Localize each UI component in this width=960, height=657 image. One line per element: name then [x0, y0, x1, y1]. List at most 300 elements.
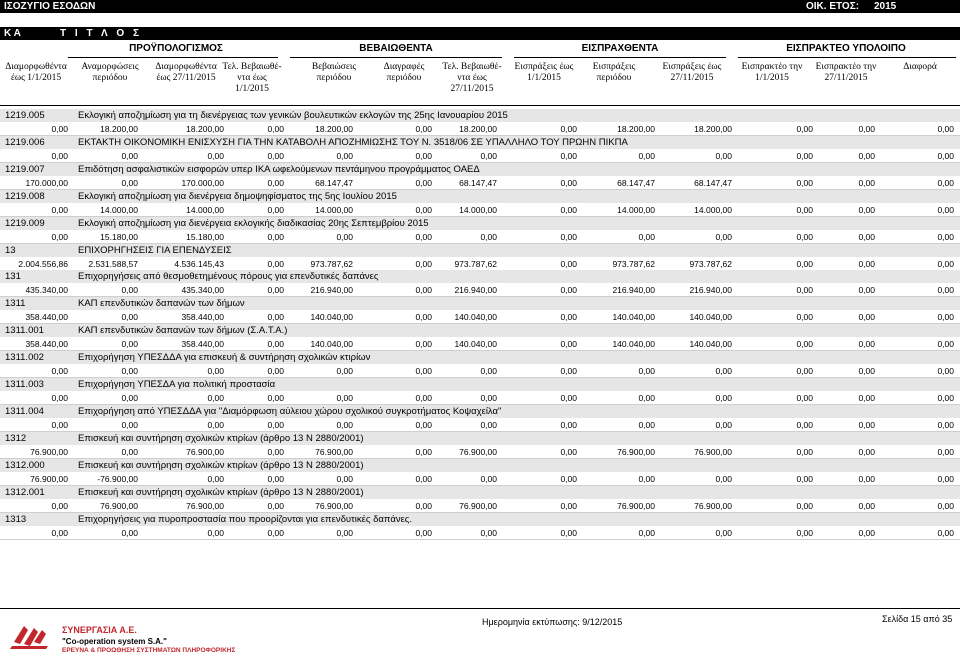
amount-cell: 0,00 — [267, 339, 284, 349]
amount-cell: 0,00 — [560, 447, 577, 457]
account-title-row — [0, 109, 960, 122]
amount-cell: 0,00 — [267, 285, 284, 295]
group-underline — [68, 57, 278, 58]
amount-cell: 0,00 — [51, 501, 68, 511]
account-values-row — [0, 527, 960, 539]
column-header-line: 1/1/2015 — [235, 84, 269, 94]
amount-cell: 0,00 — [560, 259, 577, 269]
amount-cell: 76.900,00 — [186, 501, 224, 511]
amount-cell: 216.940,00 — [310, 285, 353, 295]
ka-label: Κ Α — [4, 28, 21, 39]
amount-cell: 216.940,00 — [612, 285, 655, 295]
amount-cell: 0,00 — [51, 124, 68, 134]
amount-cell: 76.900,00 — [617, 501, 655, 511]
amount-cell: 0,00 — [267, 501, 284, 511]
amount-cell: 140.040,00 — [612, 339, 655, 349]
year-label: ΟΙΚ. ΕΤΟΣ: — [806, 1, 860, 12]
account-title: Εκλογική αποζημίωση για διενέργεια δημοψηφίσματος της 5ης Ιουλίου 2015 — [78, 191, 397, 202]
account-title-row — [0, 405, 960, 418]
amount-cell: 0,00 — [796, 205, 813, 215]
amount-cell: 0,00 — [715, 366, 732, 376]
amount-cell: 140.040,00 — [454, 339, 497, 349]
company-subtitle: "Co-operation system S.A." — [62, 637, 167, 646]
amount-cell: 0,00 — [858, 151, 875, 161]
account-code: 1219.009 — [5, 218, 45, 229]
amount-cell: 0,00 — [715, 232, 732, 242]
group-underline — [514, 57, 726, 58]
amount-cell: 140.040,00 — [310, 312, 353, 322]
amount-cell: 0,00 — [480, 366, 497, 376]
amount-cell: 0,00 — [560, 124, 577, 134]
amount-cell: 0,00 — [796, 420, 813, 430]
amount-cell: 0,00 — [121, 285, 138, 295]
amount-cell: 170.000,00 — [25, 178, 68, 188]
amount-cell: 140.040,00 — [310, 339, 353, 349]
amount-cell: 0,00 — [267, 312, 284, 322]
amount-cell: 0,00 — [51, 151, 68, 161]
account-title: ΕΠΙΧΟΡΗΓΗΣΕΙΣ ΓΙΑ ΕΠΕΝΔΥΣΕΙΣ — [78, 245, 232, 256]
account-values-row — [0, 150, 960, 162]
amount-cell: 0,00 — [207, 420, 224, 430]
amount-cell: 0,00 — [415, 178, 432, 188]
amount-cell: 358.440,00 — [25, 312, 68, 322]
column-header-line: 27/11/2015 — [824, 73, 868, 83]
company-name: ΣΥΝΕΡΓΑΣΙΑ Α.Ε. — [62, 625, 137, 635]
amount-cell: 140.040,00 — [612, 312, 655, 322]
amount-cell: 358.440,00 — [181, 312, 224, 322]
account-values-row — [0, 231, 960, 243]
amount-cell: 18.200,00 — [459, 124, 497, 134]
amount-cell: 0,00 — [796, 178, 813, 188]
column-header — [806, 62, 886, 84]
amount-cell: 435.340,00 — [181, 285, 224, 295]
amount-cell: 0,00 — [480, 232, 497, 242]
account-title: ΚΑΠ επενδυτικών δαπανών των δήμων — [78, 298, 245, 309]
account-values-row — [0, 204, 960, 216]
amount-cell: 358.440,00 — [25, 339, 68, 349]
amount-cell: 0,00 — [560, 393, 577, 403]
account-title: Επιχορήγηση ΥΠΕΣΔΔΑ για επισκευή & συντήρηση σχολικών κτιρίων — [78, 352, 371, 363]
column-groups — [0, 43, 960, 57]
amount-cell: 973.787,62 — [689, 259, 732, 269]
amount-cell: 76.900,00 — [694, 447, 732, 457]
amount-cell: 14.000,00 — [186, 205, 224, 215]
column-header-line: περιόδου — [386, 73, 422, 83]
column-header-line: 27/11/2015 — [670, 73, 714, 83]
title-label: Τ Ι Τ Λ Ο Σ — [60, 28, 142, 39]
column-header-line: έως 1/1/2015 — [10, 73, 62, 83]
amount-cell: 0,00 — [415, 393, 432, 403]
amount-cell: 0,00 — [480, 151, 497, 161]
group-budget: ΠΡΟΫΠΟΛΟΓΙΣΜΟΣ — [129, 43, 223, 54]
amount-cell: 0,00 — [858, 501, 875, 511]
amount-cell: 14.000,00 — [315, 205, 353, 215]
amount-cell: 140.040,00 — [689, 312, 732, 322]
amount-cell: 0,00 — [937, 178, 954, 188]
amount-cell: 0,00 — [121, 528, 138, 538]
group-underline — [738, 57, 956, 58]
amount-cell: 68.147,47 — [694, 178, 732, 188]
amount-cell: 0,00 — [638, 151, 655, 161]
amount-cell: 0,00 — [51, 528, 68, 538]
amount-cell: 0,00 — [937, 501, 954, 511]
amount-cell: 0,00 — [336, 366, 353, 376]
amount-cell: 0,00 — [267, 232, 284, 242]
column-header — [70, 62, 150, 84]
amount-cell: 18.200,00 — [617, 124, 655, 134]
amount-cell: 973.787,62 — [310, 259, 353, 269]
amount-cell: 76.900,00 — [459, 447, 497, 457]
amount-cell: 0,00 — [796, 393, 813, 403]
column-header-line: 27/11/2015 — [450, 84, 494, 94]
amount-cell: 0,00 — [336, 420, 353, 430]
amount-cell: 0,00 — [796, 447, 813, 457]
column-title-bar — [0, 27, 960, 40]
amount-cell: 2.531.588,57 — [88, 259, 138, 269]
column-header-line: περιόδου — [316, 73, 352, 83]
amount-cell: 0,00 — [858, 528, 875, 538]
account-code: 1219.008 — [5, 191, 45, 202]
row-divider — [0, 539, 960, 540]
amount-cell: 0,00 — [267, 528, 284, 538]
amount-cell: 0,00 — [560, 501, 577, 511]
amount-cell: 0,00 — [796, 312, 813, 322]
amount-cell: 0,00 — [937, 205, 954, 215]
amount-cell: 0,00 — [560, 151, 577, 161]
company-tagline: ΕΡΕΥΝΑ & ΠΡΟΩΘΗΣΗ ΣΥΣΤΗΜΑΤΩΝ ΠΛΗΡΟΦΟΡΙΚΗΣ — [62, 647, 236, 654]
amount-cell: 0,00 — [51, 205, 68, 215]
account-title-row — [0, 136, 960, 149]
account-code: 1311.001 — [5, 325, 44, 336]
account-title-row — [0, 270, 960, 283]
amount-cell: 0,00 — [121, 312, 138, 322]
amount-cell: 0,00 — [796, 339, 813, 349]
account-title: Επιδότηση ασφαλιστικών εισφορών υπερ ΙΚΑ ωφελούμενων πεντάμηνου προγράμματος ΟΑΕΔ — [78, 164, 480, 175]
group-receivable: ΕΙΣΠΡΑΚΤΕΟ ΥΠΟΛΟΙΠΟ — [786, 43, 906, 54]
account-code: 1311.004 — [5, 406, 44, 417]
footer-divider — [0, 608, 960, 609]
account-title-row — [0, 217, 960, 230]
amount-cell: 76.900,00 — [459, 501, 497, 511]
amount-cell: 0,00 — [207, 474, 224, 484]
amount-cell: 0,00 — [796, 259, 813, 269]
column-header-line: Τελ. Βεβαιωθέ- — [222, 62, 282, 72]
amount-cell: 0,00 — [415, 151, 432, 161]
amount-cell: 0,00 — [937, 447, 954, 457]
print-date: Ημερομηνία εκτύπωσης: 9/12/2015 — [482, 617, 623, 627]
amount-cell: 0,00 — [715, 474, 732, 484]
amount-cell: 0,00 — [937, 528, 954, 538]
column-header — [432, 62, 512, 95]
account-title: Επισκευή και συντήρηση σχολικών κτιρίων (άρθρο 13 Ν 2880/2001) — [78, 487, 364, 498]
amount-cell: 0,00 — [336, 232, 353, 242]
amount-cell: 0,00 — [796, 501, 813, 511]
amount-cell: 0,00 — [121, 447, 138, 457]
amount-cell: 358.440,00 — [181, 339, 224, 349]
page-number: Σελίδα 15 από 35 — [882, 614, 953, 624]
column-header-line: Τελ. Βεβαιωθέ- — [442, 62, 502, 72]
amount-cell: 0,00 — [415, 474, 432, 484]
amount-cell: 0,00 — [858, 420, 875, 430]
amount-cell: 0,00 — [415, 124, 432, 134]
amount-cell: 76.900,00 — [315, 501, 353, 511]
group-underline — [290, 57, 502, 58]
amount-cell: 0,00 — [207, 366, 224, 376]
amount-cell: 0,00 — [415, 285, 432, 295]
amount-cell: 0,00 — [560, 285, 577, 295]
amount-cell: 0,00 — [715, 393, 732, 403]
amount-cell: 0,00 — [480, 528, 497, 538]
account-title-row — [0, 378, 960, 391]
amount-cell: 0,00 — [858, 393, 875, 403]
amount-cell: 0,00 — [480, 393, 497, 403]
account-values-row — [0, 123, 960, 135]
column-header-line: Διαμορφωθέντα — [155, 62, 217, 72]
account-code: 1311.002 — [5, 352, 44, 363]
amount-cell: 0,00 — [937, 312, 954, 322]
amount-cell: 76.900,00 — [694, 501, 732, 511]
amount-cell: 0,00 — [207, 151, 224, 161]
amount-cell: 0,00 — [336, 474, 353, 484]
amount-cell: 4.536.145,43 — [174, 259, 224, 269]
amount-cell: 216.940,00 — [454, 285, 497, 295]
amount-cell: 76.900,00 — [315, 447, 353, 457]
amount-cell: 0,00 — [267, 474, 284, 484]
amount-cell: 0,00 — [415, 420, 432, 430]
column-header-line: Εισπρακτέο την — [815, 62, 877, 72]
account-title: Επιχορήγηση ΥΠΕΣΔΑ για πολιτική προστασία — [78, 379, 276, 390]
amount-cell: 0,00 — [267, 151, 284, 161]
amount-cell: 14.000,00 — [100, 205, 138, 215]
amount-cell: 0,00 — [796, 528, 813, 538]
amount-cell: 68.147,47 — [617, 178, 655, 188]
account-values-row — [0, 311, 960, 323]
amount-cell: 0,00 — [560, 205, 577, 215]
amount-cell: 973.787,62 — [612, 259, 655, 269]
column-header-line: Εισπράξεις έως — [662, 62, 722, 72]
account-code: 131 — [5, 271, 21, 282]
column-header — [732, 62, 812, 84]
account-title-row — [0, 190, 960, 203]
account-title: ΚΑΠ επενδυτικών δαπανών των δήμων (Σ.Α.Τ.Α.) — [78, 325, 288, 336]
amount-cell: -76.900,00 — [97, 474, 138, 484]
account-title: Επισκευή και συντήρηση σχολικών κτιρίων (άρθρο 13 Ν 2880/2001) — [78, 433, 364, 444]
amount-cell: 0,00 — [207, 528, 224, 538]
amount-cell: 0,00 — [858, 474, 875, 484]
amount-cell: 0,00 — [638, 366, 655, 376]
account-values-row — [0, 177, 960, 189]
amount-cell: 0,00 — [796, 474, 813, 484]
amount-cell: 140.040,00 — [689, 339, 732, 349]
amount-cell: 0,00 — [858, 339, 875, 349]
amount-cell: 18.200,00 — [100, 124, 138, 134]
amount-cell: 0,00 — [715, 420, 732, 430]
amount-cell: 0,00 — [937, 232, 954, 242]
amount-cell: 0,00 — [638, 474, 655, 484]
amount-cell: 14.000,00 — [459, 205, 497, 215]
column-header-line: ντα έως — [237, 73, 267, 83]
group-collected: ΕΙΣΠΡΑΧΘΕΝΤΑ — [581, 43, 659, 54]
amount-cell: 0,00 — [121, 393, 138, 403]
column-header — [880, 62, 960, 73]
amount-cell: 0,00 — [560, 366, 577, 376]
column-header — [504, 62, 584, 84]
account-title: Επιχορηγήσεις για πυροπροστασία που προορίζονται για επενδυτικές δαπάνες. — [78, 514, 413, 525]
amount-cell: 0,00 — [267, 205, 284, 215]
amount-cell: 0,00 — [858, 232, 875, 242]
amount-cell: 170.000,00 — [181, 178, 224, 188]
amount-cell: 0,00 — [858, 366, 875, 376]
account-values-row — [0, 392, 960, 404]
amount-cell: 0,00 — [415, 501, 432, 511]
account-title-row — [0, 351, 960, 364]
amount-cell: 76.900,00 — [100, 501, 138, 511]
amount-cell: 15.180,00 — [186, 232, 224, 242]
amount-cell: 0,00 — [480, 420, 497, 430]
account-title: ΕΚΤΑΚΤΗ ΟΙΚΟΝΟΜΙΚΗ ΕΝΙΣΧΥΣΗ ΓΙΑ ΤΗΝ ΚΑΤΑΒΟΛΗ ΑΠΟΖΗΜΙΩΣΗΣ ΤΟΥ Ν. 3518/06 ΣΕ ΥΠΑΛΛΗΛΟ ΤΟΥ ΠΡΩΗΝ ΠΙΚΠΑ — [78, 137, 628, 148]
amount-cell: 0,00 — [207, 393, 224, 403]
amount-cell: 973.787,62 — [454, 259, 497, 269]
year-value: 2015 — [874, 1, 897, 12]
amount-cell: 0,00 — [937, 366, 954, 376]
account-title-row — [0, 163, 960, 176]
amount-cell: 0,00 — [937, 420, 954, 430]
column-header-line: Εισπρακτέο την — [741, 62, 803, 72]
company-logo-icon — [10, 620, 56, 650]
account-code: 1219.006 — [5, 137, 45, 148]
amount-cell: 0,00 — [858, 124, 875, 134]
amount-cell: 0,00 — [267, 447, 284, 457]
column-header-line: 1/1/2015 — [527, 73, 561, 83]
amount-cell: 0,00 — [51, 232, 68, 242]
amount-cell: 15.180,00 — [100, 232, 138, 242]
amount-cell: 435.340,00 — [25, 285, 68, 295]
amount-cell: 14.000,00 — [617, 205, 655, 215]
amount-cell: 0,00 — [560, 178, 577, 188]
account-code: 1312 — [5, 433, 27, 444]
account-title-row — [0, 324, 960, 337]
account-code: 1219.005 — [5, 110, 45, 121]
column-header — [212, 62, 292, 95]
amount-cell: 0,00 — [267, 178, 284, 188]
amount-cell: 0,00 — [858, 447, 875, 457]
amount-cell: 0,00 — [638, 393, 655, 403]
amount-cell: 0,00 — [858, 178, 875, 188]
amount-cell: 0,00 — [51, 366, 68, 376]
column-header — [652, 62, 732, 84]
amount-cell: 68.147,47 — [459, 178, 497, 188]
amount-cell: 0,00 — [560, 312, 577, 322]
amount-cell: 0,00 — [796, 232, 813, 242]
amount-cell: 0,00 — [336, 151, 353, 161]
column-header — [294, 62, 374, 84]
account-values-row — [0, 365, 960, 377]
amount-cell: 76.900,00 — [186, 447, 224, 457]
account-title-row — [0, 297, 960, 310]
amount-cell: 0,00 — [415, 312, 432, 322]
account-title: Εκλογική αποζημίωση για τη διενέργειας των γενικών βουλευτικών εκλογών της 25ης Ιανουαρίου 2015 — [78, 110, 508, 121]
amount-cell: 0,00 — [560, 232, 577, 242]
column-header-line: Εισπράξεις — [592, 62, 636, 72]
amount-cell: 0,00 — [858, 259, 875, 269]
account-title-row — [0, 244, 960, 257]
account-code: 1311.003 — [5, 379, 44, 390]
account-code: 1312.001 — [5, 487, 45, 498]
amount-cell: 0,00 — [937, 259, 954, 269]
amount-cell: 0,00 — [415, 259, 432, 269]
account-title: Επιχορήγηση από ΥΠΕΣΔΔΑ για "Διαμόρφωση αύλειου χώρου σχολικού συγκροτήματος Κοψαχείλα" — [78, 406, 502, 417]
amount-cell: 0,00 — [121, 178, 138, 188]
account-title: Εκλογική αποζημίωση για διενέργεια εκλογικής διαδικασίας 20ης Σεπτεμβρίου 2015 — [78, 218, 429, 229]
amount-cell: 0,00 — [715, 151, 732, 161]
amount-cell: 14.000,00 — [694, 205, 732, 215]
account-values-row — [0, 473, 960, 485]
group-certified: ΒΕΒΑΙΩΘΕΝΤΑ — [359, 43, 433, 54]
account-title: Επιχορηγήσεις από θεσμοθετημένους πόρους για επενδυτικές δαπάνες — [78, 271, 379, 282]
column-header-line: Εισπράξεις έως — [514, 62, 574, 72]
amount-cell: 0,00 — [415, 205, 432, 215]
amount-cell: 0,00 — [937, 285, 954, 295]
amount-cell: 2.004.556,86 — [18, 259, 68, 269]
account-code: 1219.007 — [5, 164, 45, 175]
amount-cell: 68.147,47 — [315, 178, 353, 188]
account-values-row — [0, 500, 960, 512]
account-title-row — [0, 513, 960, 526]
amount-cell: 0,00 — [267, 259, 284, 269]
column-header-line: Βεβαιώσεις — [311, 62, 357, 72]
column-header-line: Διαφορά — [903, 62, 937, 72]
amount-cell: 0,00 — [267, 393, 284, 403]
account-title-row — [0, 432, 960, 445]
account-code: 1313 — [5, 514, 27, 525]
amount-cell: 0,00 — [267, 124, 284, 134]
amount-cell: 0,00 — [415, 528, 432, 538]
amount-cell: 18.200,00 — [315, 124, 353, 134]
amount-cell: 0,00 — [336, 393, 353, 403]
amount-cell: 0,00 — [121, 151, 138, 161]
amount-cell: 0,00 — [51, 393, 68, 403]
amount-cell: 0,00 — [121, 339, 138, 349]
amount-cell: 0,00 — [415, 447, 432, 457]
amount-cell: 0,00 — [937, 393, 954, 403]
account-values-row — [0, 446, 960, 458]
report-name: ΙΣΟΖΥΓΙΟ ΕΣΟΔΩΝ — [4, 1, 96, 12]
account-title-row — [0, 486, 960, 499]
account-code: 13 — [5, 245, 16, 256]
amount-cell: 0,00 — [560, 420, 577, 430]
amount-cell: 76.900,00 — [617, 447, 655, 457]
column-header-line: περιόδου — [596, 73, 632, 83]
amount-cell: 0,00 — [415, 366, 432, 376]
account-values-row — [0, 338, 960, 350]
amount-cell: 0,00 — [638, 528, 655, 538]
amount-cell: 216.940,00 — [689, 285, 732, 295]
column-header-line: ντα έως — [457, 73, 487, 83]
amount-cell: 0,00 — [267, 420, 284, 430]
amount-cell: 0,00 — [858, 205, 875, 215]
column-header-line: έως 27/11/2015 — [156, 73, 216, 83]
column-header-line: 1/1/2015 — [755, 73, 789, 83]
account-values-row — [0, 284, 960, 296]
amount-cell: 0,00 — [560, 474, 577, 484]
amount-cell: 0,00 — [858, 312, 875, 322]
amount-cell: 76.900,00 — [30, 474, 68, 484]
amount-cell: 0,00 — [121, 420, 138, 430]
amount-cell: 0,00 — [937, 151, 954, 161]
amount-cell: 0,00 — [638, 420, 655, 430]
amount-cell: 0,00 — [267, 366, 284, 376]
report-top-bar — [0, 0, 960, 13]
